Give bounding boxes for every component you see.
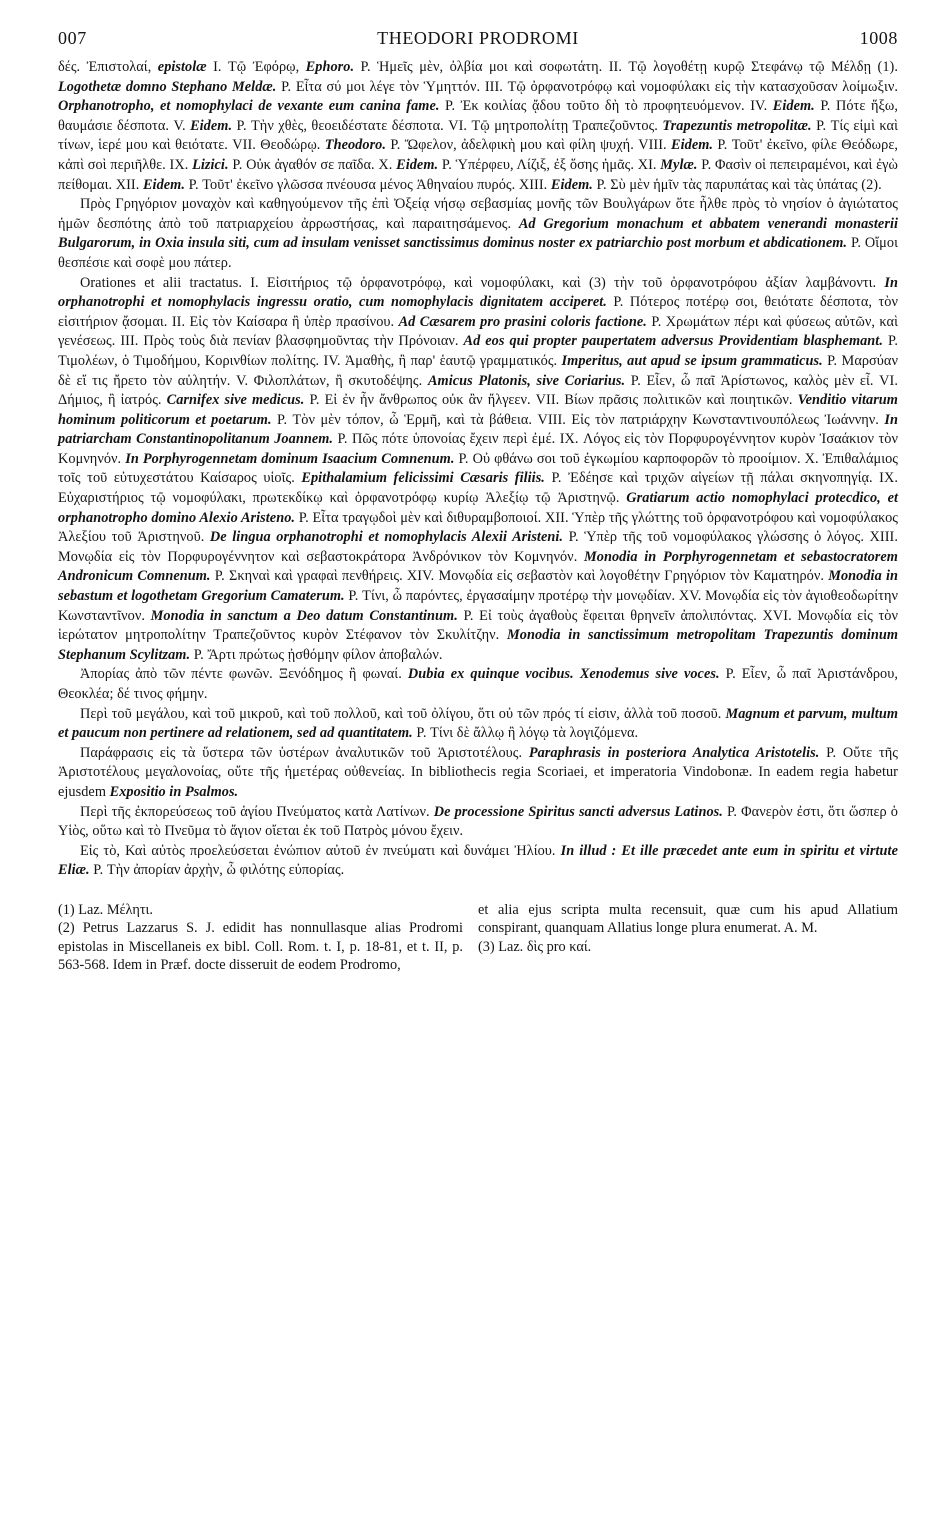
latin-translation: Trapezuntis metropolitæ. <box>662 117 812 134</box>
greek-text: P. Τίνι, ὦ παρόντες, ἐργασαίμην προτέρῳ τὴν μονῳδίαν. XV. Μονῳδία εἰς τὸν ἁγιοθεοδωρίτην Κωνσταντῖνον. <box>58 588 898 624</box>
running-header <box>58 28 898 54</box>
latin-translation: Monodia in sebastum et logothetam Gregorium Camaterum. <box>58 568 898 605</box>
greek-text: Πρὸς Γρηγόριον μοναχὸν καὶ καθηγούμενον τῆς ἐπὶ Ὀξείᾳ νήσῳ σεβασμίας μονῆς τῶν Βουλγάρων ὅτε ἦλθε πρὸς τὸ νησίον ὁ ἁγιώτατος ἡμῶν δεσπότης ἀπὸ τοῦ πατριαρχείου ἀρρωστήσας, καὶ παραιτησάμενος. <box>58 196 898 232</box>
greek-text: Περὶ τοῦ μεγάλου, καὶ τοῦ μικροῦ, καὶ τοῦ πολλοῦ, καὶ τοῦ ὀλίγου, ὅτι οὐ τῶν πρός τί εἰσιν, ἀλλὰ τοῦ ποσοῦ. <box>80 705 726 722</box>
latin-translation: Gratiarum actio nomophylaci protecdico, et orphanotropho domino Alexio Aristeno. <box>58 490 898 526</box>
latin-translation: Ad Gregorium monachum et abbatem venerandi monasterii Bulgarorum, in Oxia insula siti, cum ad insulam venisset sanctissimus dominus noster ex patriarchio post morbum et abdicationem. <box>58 215 898 252</box>
paragraph <box>58 842 898 881</box>
greek-text: P. Εἶεν, ὦ παῖ Ἀρίστωνος, καλὸς μὲν εἶ. VI. Δήμιος, ἢ ἰατρός. <box>58 372 898 409</box>
greek-text: P. Τὴν ἀπορίαν ἀρχὴν, ὦ φιλότης εὐπορίας. <box>89 862 345 879</box>
footnote: (3) Laz. δὶς pro καί. <box>478 938 592 955</box>
latin-translation: Lizici. <box>192 156 229 173</box>
latin-translation: In illud : Et ille præcedet ante eum in spiritu et virtute Eliæ. <box>58 842 898 879</box>
latin-translation: Eidem. <box>550 176 593 193</box>
latin-translation: Monodia in sanctissimum metropolitam Trapezuntis dominum Stephanum Scylitzam. <box>58 627 898 663</box>
greek-text: P. Εἶτα τραγῳδοὶ μὲν καὶ διθυραμβοποιοί. XII. Ὑπὲρ τῆς γλώττης τοῦ ὀρφανοτρόφου καὶ νομοφύλακος Ἀλεξίου τοῦ Ἀριστηνοῦ. <box>58 509 898 546</box>
greek-text: P. Τοῦτ' ἐκεῖνο γλῶσσα πνέουσα μένος Ἀθηναίου πυρός. XIII. <box>184 176 551 193</box>
latin-translation: Theodoro. <box>324 137 387 154</box>
greek-text: P. Ἄρτι πρώτως ᾐσθόμην φίλον ἀποβαλών. <box>190 646 443 663</box>
body-text <box>58 58 898 881</box>
greek-text: I. Τῷ Ἐφόρῳ, <box>206 59 306 75</box>
greek-text: Περὶ τῆς ἐκπορεύσεως τοῦ ἁγίου Πνεύματος κατὰ Λατίνων. <box>80 803 434 820</box>
latin-translation: In Porphyrogennetam dominum Isaacium Comnenum. <box>125 450 455 467</box>
page <box>58 28 898 975</box>
greek-text: P. Σκηναὶ καὶ γραφαὶ πενθήρεις. XIV. Μονῳδία εἰς σεβαστὸν καὶ λογοθέτην Γρηγόριον τὸν Καματηρόν. <box>210 568 829 585</box>
latin-translation: Mylæ. <box>660 156 698 173</box>
latin-translation: Magnum et parvum, multum et paucum non pertinere ad relationem, sed ad quantitatem. <box>58 705 898 742</box>
greek-text: P. Τίνι δὲ ἄλλῳ ἢ λόγῳ τὰ λογιζόμενα. <box>412 725 639 742</box>
footnotes-left-column <box>58 901 463 975</box>
paragraph <box>58 58 898 195</box>
latin-translation: Logothetæ domno Stephano Meldæ. <box>58 78 277 95</box>
greek-text: P. Οὐκ ἀγαθόν σε παῖδα. X. <box>228 156 397 173</box>
paragraph <box>58 803 898 842</box>
greek-text: P. Ὑπὲρ τῆς τοῦ νομοφύλακος γλώσσης ὁ λόγος. XIII. Μονῳδία εἰς τὸν Πορφυρογέννητον καὶ σεβαστοκράτορα Ἀνδρόνικον τὸν Κομνηνόν. <box>58 529 898 565</box>
latin-translation: Ad Cæsarem pro prasini coloris factione. <box>398 313 647 330</box>
latin-translation: Eidem. <box>396 156 439 173</box>
greek-text: P. Πότερος ποτέρῳ σοι, θειότατε δέσποτα, τὸν εἰσιτήριον ᾄσομαι. II. Εἰς τὸν Καίσαρα ἢ ὑπὲρ πρασίνου. <box>58 294 898 330</box>
latin-translation: In patriarcham Constantinopolitanum Joannem. <box>58 411 898 448</box>
latin-translation: Carnifex sive medicus. <box>166 392 305 409</box>
greek-text: Εἰς τὸ, Καὶ αὐτὸς προελεύσεται ἐνώπιον αὐτοῦ ἐν πνεύματι καὶ δυνάμει Ἠλίου. <box>80 842 561 859</box>
latin-translation: Monodia in sanctum a Deo datum Constantinum. <box>150 607 458 624</box>
latin-translation: Ad eos qui propter paupertatem adversus Providentiam blasphemant. <box>463 333 883 350</box>
latin-translation: Ephoro. <box>305 59 355 75</box>
greek-text: P. Ὤφελον, ἀδελφικὴ μου καὶ φίλη ψυχή. VIII. <box>386 137 672 154</box>
greek-text: Παράφρασις εἰς τὰ ὕστερα τῶν ὑστέρων ἀναλυτικῶν τοῦ Ἀριστοτέλους. <box>80 744 529 761</box>
footnote: et alia ejus scripta multa recensuit, quæ cum his apud Allatium conspirant, quanquam Allatius longe plura enumerat. A. M. <box>478 901 898 937</box>
paragraph <box>58 744 898 803</box>
paragraph <box>58 705 898 744</box>
latin-translation: Monodia in Porphyrogennetam et sebastocratorem Andronicum Comnenum. <box>58 548 898 585</box>
greek-text: δές. Ἐπιστολαί, <box>58 59 158 75</box>
greek-text: P. Μαρσύαν δὲ εἴ τις ἤρετο τὸν αὐλητήν. V. Φιλοπλάτων, ἢ σκυτοδέψης. <box>58 352 898 389</box>
greek-text: P. Πότε ἥξω, θαυμάσιε δέσποτα. V. <box>58 98 898 134</box>
greek-text: P. Ἡμεῖς μὲν, ὀλβία μοι καὶ σοφωτάτη. II. Τῷ λογοθέτῃ κυρῷ Στεφάνῳ τῷ Μέλδῃ (1). <box>354 59 898 75</box>
latin-translation: Amicus Platonis, sive Coriarius. <box>427 372 626 389</box>
greek-text: P. Χρωμάτων πέρι καὶ φύσεως αὐτῶν, καὶ γενέσεως. III. Πρὸς τοὺς διὰ πενίαν βλασφημοῦντας τὴν Πρόνοιαν. <box>58 313 898 350</box>
footnote: (1) Laz. Μέλητι. <box>58 901 153 918</box>
greek-text: P. Ἐκ κοιλίας ᾄδου τοῦτο δὴ τὸ προφητευόμενον. IV. <box>439 98 773 115</box>
latin-translation: Epithalamium felicissimi Cæsaris filiis. <box>301 470 545 487</box>
paragraph <box>58 665 898 704</box>
latin-translation: In orphanotrophi et nomophylacis ingressu oratio, cum nomophylacis dignitatem acciperet. <box>58 274 898 311</box>
greek-text: P. Ἐδέησε καὶ τριχῶν αἰγείων τῇ πάλαι σκηνοπηγίᾳ. IX. Εὐχαριστήριος τῷ νομοφύλακι, πρωτεκδίκῳ καὶ ὀρφανοτρόφῳ κυρίῳ Ἀλεξίῳ τῷ Ἀριστηνῷ. <box>58 470 898 507</box>
latin-translation: Eidem. <box>772 98 815 115</box>
greek-text: P. Τὴν χθὲς, θεοειδέστατε δέσποτα. VI. Τῷ μητροπολίτῃ Τραπεζοῦντος. <box>232 117 663 134</box>
page-number-right: 1008 <box>859 28 898 48</box>
greek-text: Ἀπορίας ἀπὸ τῶν πέντε φωνῶν. Ξενόδημος ἢ φωναί. <box>80 666 408 683</box>
greek-text: P. Σὺ μὲν ἡμῖν τὰς παρυπάτας καὶ τὰς ὑπάτας (2). <box>592 176 882 193</box>
greek-text: Orationes et alii tractatus. I. Εἰσιτήριος τῷ ὀρφανοτρόφῳ, καὶ νομοφύλακι, καὶ (3) τὴν τοῦ ὀρφανοτρόφου ἀξίαν λαμβάνοντι. <box>80 274 885 291</box>
greek-text: P. Ὑπέρφευ, Λίζιξ, ἐξ ὅσης ἡμᾶς. XI. <box>438 156 661 173</box>
greek-text: P. Εἶτα σύ μοι λέγε τὸν Ὑμηττόν. III. Τῷ ὀρφανοτρόφῳ καὶ νομοφύλακι εἰς τὴν κατασχοῦσαν λοίμωξιν. <box>276 78 898 95</box>
greek-text: P. Πῶς πότε ὑπονοίας ἔχειν περὶ ἐμέ. IX. Λόγος εἰς τὸν Πορφυρογέννητον κυρὸν Ἰσαάκιον τὸν Κομνηνόν. <box>58 431 898 467</box>
greek-text: P. Οὐ φθάνω σοι τοῦ ἐγκωμίου καρποφορῶν τὸ προοίμιον. X. Ἐπιθαλάμιος τοῖς τοῦ εὐτυχεστάτου Καίσαρος υἱοῖς. <box>58 450 899 487</box>
paragraph <box>58 274 898 666</box>
footnotes-right-column <box>478 901 898 975</box>
latin-translation: Venditio vitarum hominum politicorum et poetarum. <box>58 392 898 428</box>
latin-translation: Eidem. <box>190 117 233 134</box>
greek-text: P. Οὔτε τῆς Ἀριστοτέλους μεγαλονοίας, οὔτε τῆς ἡμετέρας οὐθενείας. In bibliothecis regia Scoriaei, et imperatoria Vindobonæ. In eadem regia habetur ejusdem <box>58 744 898 800</box>
greek-text: P. Τοῦτ' ἐκεῖνο, φίλε Θεόδωρε, κἀπὶ σοὶ περιῆλθε. IX. <box>58 137 899 173</box>
page-number-left: 007 <box>58 28 87 48</box>
latin-translation: De lingua orphanotrophi et nomophylacis Alexii Aristeni. <box>209 529 564 546</box>
latin-translation: Orphanotropho, et nomophylaci de vexante eum canina fame. <box>58 98 440 115</box>
greek-text: P. Φανερὸν ἐστι, ὅτι ὥσπερ ὁ Υἱὸς, οὕτω καὶ τὸ Πνεῦμα τὸ ἅγιον οἴεται ἐκ τοῦ Πατρὸς μόνου ἔχειν. <box>58 803 898 840</box>
footnote: (2) Petrus Lazzarus S. J. edidit has nonnullasque alias Prodromi epistolas in Miscellaneis ex bibl. Coll. Rom. t. I, p. 18-81, et t. II, p. 563-568. Idem in Præf. docte disseruit de eodem Prodromo, <box>58 920 463 974</box>
paragraph <box>58 195 898 273</box>
latin-translation: Dubia ex quinque vocibus. Xenodemus sive voces. <box>407 666 720 683</box>
greek-text: P. Εἰ τοὺς ἀγαθοὺς ἔφειται θρηνεῖν ἀπολιπόντας. XVI. Μονῳδία εἰς τὸν ἱερώτατον μητροπολίτην Τραπεζοῦντος κυρὸν Στέφανον τὸν Σκυλίτζην. <box>58 607 899 644</box>
latin-translation: Imperitus, aut apud se ipsum grammaticus. <box>561 352 823 369</box>
latin-translation: Eidem. <box>671 137 714 154</box>
greek-text: P. Τιμολέων, ὁ Τιμοδήμου, Κορινθίων πολίτης. IV. Ἀμαθὴς, ἢ παρ' ἑαυτῷ γραμματικός. <box>58 333 898 369</box>
greek-text: P. Τίς εἰμὶ καὶ τίνων, ἱερέ μου καὶ θειότατε. VII. Θεοδώρῳ. <box>58 117 898 154</box>
greek-text: P. Εἶεν, ὦ παῖ Ἀριστάνδρου, Θεοκλέα; δέ τινος φήμην. <box>58 666 898 702</box>
greek-text: P. Οἴμοι θεσπέσιε καὶ σοφὲ μου πάτερ. <box>58 235 898 271</box>
latin-translation: Expositio in Psalmos. <box>109 783 239 800</box>
latin-translation: Paraphrasis in posteriora Analytica Aristotelis. <box>528 744 820 761</box>
running-title: THEODORI PRODROMI <box>377 28 579 48</box>
greek-text: P. Εἰ ἐν ἦν ἄνθρωπος οὐκ ἂν ἤλγεεν. VII. Βίων πρᾶσις πολιτικῶν καὶ ποιητικῶν. <box>304 392 798 409</box>
footnotes <box>58 901 898 975</box>
greek-text: P. Τὸν μὲν τόπον, ὦ Ἑρμῆ, καὶ τὰ βάθεια. VIII. Εἰς τὸν πατριάρχην Κωνσταντινουπόλεως Ἰωάννην. <box>271 411 885 428</box>
latin-translation: De processione Spiritus sancti adversus Latinos. <box>433 803 723 820</box>
latin-translation: epistolæ <box>157 59 207 75</box>
latin-translation: Eidem. <box>142 176 185 193</box>
greek-text: P. Φασὶν οἱ πεπειραμένοι, καὶ ἐγὼ πείθομαι. XII. <box>58 156 898 193</box>
